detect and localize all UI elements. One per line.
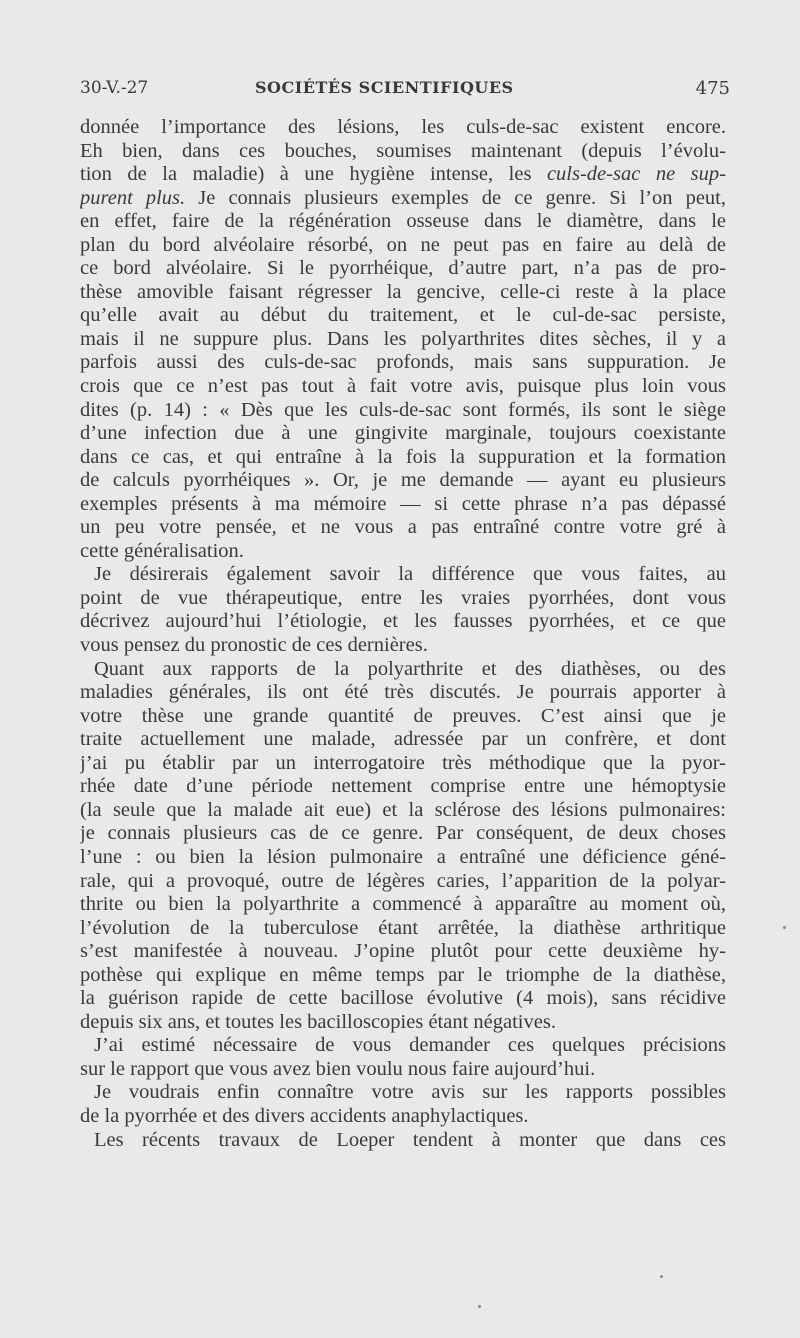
text-line: [80, 187, 726, 211]
text-segment: dites (p. 14) : « Dès que les culs-de-sac sont formés, ils sont le siège: [80, 398, 726, 421]
text-line: [80, 351, 726, 375]
paper-speck: [660, 1275, 663, 1278]
text-segment: cette généralisation.: [80, 539, 244, 562]
text-segment: un peu votre pensée, et ne vous a pas entraîné contre votre gré à: [80, 516, 726, 539]
text-segment: Eh bien, dans ces bouches, soumises maintenant (depuis l’évolu-: [80, 139, 726, 162]
text-line: [80, 422, 726, 446]
text-line: [80, 116, 726, 140]
text-line: [80, 728, 726, 752]
text-line: [80, 752, 726, 776]
text-segment: décrivez aujourd’hui l’étiologie, et les fausses pyorrhées, et ce que: [80, 610, 726, 633]
text-line: [80, 681, 726, 705]
text-segment: crois que ce n’est pas tout à fait votre avis, puisque plus loin vous: [80, 375, 726, 398]
text-segment: l’une : ou bien la lésion pulmonaire a entraîné une déficience géné-: [80, 845, 726, 868]
text-segment: donnée l’importance des lésions, les culs-de-sac existent encore.: [80, 116, 726, 138]
text-segment: rale, qui a provoqué, outre de légères caries, l’apparition de la polyar-: [80, 869, 726, 892]
text-segment: Je voudrais enfin connaître votre avis sur les rapports possibles: [94, 1081, 726, 1104]
running-header: [80, 78, 730, 106]
text-line: [80, 775, 726, 799]
text-line: [80, 516, 726, 540]
header-date: 30-V.-27: [80, 78, 149, 98]
text-line: [80, 210, 726, 234]
text-line: [80, 846, 726, 870]
text-segment: plan du bord alvéolaire résorbé, on ne peut pas en faire au delà de: [80, 233, 726, 256]
text-segment: Je désirerais également savoir la différence que vous faites, au: [94, 563, 726, 586]
text-line: [80, 163, 726, 187]
text-segment: Quant aux rapports de la polyarthrite et des diathèses, ou des: [94, 657, 726, 680]
text-line: [80, 399, 726, 423]
text-segment: thèse amovible faisant régresser la gencive, celle-ci reste à la place: [80, 280, 726, 303]
text-line: [80, 328, 726, 352]
text-line: [80, 705, 726, 729]
text-segment: thrite ou bien la polyarthrite a commencé à apparaître au moment où,: [80, 893, 726, 916]
text-segment: exemples présents à ma mémoire — si cette phrase n’a pas dépassé: [80, 492, 726, 515]
text-line: [80, 1058, 726, 1082]
text-segment: culs-de-sac ne sup-: [546, 163, 726, 186]
text-segment: votre thèse une grande quantité de preuves. C’est ainsi que je: [80, 704, 726, 727]
text-segment: j’ai pu établir par un interrogatoire très méthodique que la pyor-: [80, 751, 726, 774]
text-segment: Je connais plusieurs exemples de ce genre. Si l’on peut,: [185, 186, 726, 209]
text-segment: traite actuellement une malade, adressée par un confrère, et dont: [80, 728, 726, 751]
text-segment: en effet, faire de la régénération osseuse dans le diamètre, dans le: [80, 210, 726, 233]
page-number: 475: [695, 78, 730, 99]
text-line: [80, 634, 726, 658]
text-line: [80, 540, 726, 564]
text-line: [80, 1081, 726, 1105]
text-line: [80, 822, 726, 846]
text-segment: J’ai estimé nécessaire de vous demander ces quelques précisions: [94, 1034, 726, 1057]
body-text: [80, 116, 726, 1152]
paper-speck: [783, 926, 786, 929]
text-line: [80, 257, 726, 281]
text-segment: vous pensez du pronostic de ces dernières.: [80, 634, 428, 657]
text-line: [80, 870, 726, 894]
text-line: [80, 234, 726, 258]
text-segment: ce bord alvéolaire. Si le pyorrhéique, d’autre part, n’a pas de pro-: [80, 257, 726, 280]
text-line: [80, 446, 726, 470]
text-line: [80, 1129, 726, 1153]
paper-speck: [478, 1305, 481, 1308]
text-segment: point de vue thérapeutique, entre les vraies pyorrhées, dont vous: [80, 586, 726, 609]
text-line: [80, 304, 726, 328]
text-line: [80, 563, 726, 587]
text-line: [80, 140, 726, 164]
text-line: [80, 610, 726, 634]
text-segment: rhée date d’une période nettement comprise entre une hémoptysie: [80, 775, 726, 798]
text-segment: je connais plusieurs cas de ce genre. Par conséquent, de deux choses: [80, 822, 726, 845]
text-segment: Les récents travaux de Loeper tendent à monter que dans ces: [94, 1128, 726, 1151]
text-line: [80, 964, 726, 988]
text-line: [80, 658, 726, 682]
text-line: [80, 917, 726, 941]
text-line: [80, 799, 726, 823]
text-segment: qu’elle avait au début du traitement, et le cul-de-sac persiste,: [80, 304, 726, 327]
text-segment: l’évolution de la tuberculose étant arrêtée, la diathèse arthritique: [80, 916, 726, 939]
text-segment: sur le rapport que vous avez bien voulu nous faire aujourd’hui.: [80, 1057, 596, 1080]
text-segment: la guérison rapide de cette bacillose évolutive (4 mois), sans récidive: [80, 987, 726, 1010]
text-segment: pothèse qui explique en même temps par le triomphe de la diathèse,: [80, 963, 726, 986]
text-segment: dans ce cas, et qui entraîne à la fois la suppuration et la formation: [80, 445, 726, 468]
text-segment: (la seule que la malade ait eue) et la sclérose des lésions pulmonaires:: [80, 798, 726, 821]
text-segment: purent plus.: [80, 186, 186, 209]
text-segment: de calculs pyorrhéiques ». Or, je me demande — ayant eu plusieurs: [80, 469, 726, 492]
text-line: [80, 469, 726, 493]
text-line: [80, 281, 726, 305]
text-segment: maladies générales, ils ont été très discutés. Je pourrais apporter à: [80, 681, 726, 704]
text-line: [80, 1011, 726, 1035]
header-title: SOCIÉTÉS SCIENTIFIQUES: [255, 78, 514, 97]
text-line: [80, 893, 726, 917]
text-segment: d’une infection due à une gingivite marginale, toujours coexistante: [80, 422, 726, 445]
text-line: [80, 940, 726, 964]
text-segment: depuis six ans, et toutes les bacilloscopies étant négatives.: [80, 1010, 556, 1033]
text-line: [80, 587, 726, 611]
text-line: [80, 375, 726, 399]
text-segment: de la pyorrhée et des divers accidents anaphylactiques.: [80, 1104, 529, 1127]
text-line: [80, 1034, 726, 1058]
text-segment: parfois aussi des culs-de-sac profonds, mais sans suppuration. Je: [80, 351, 726, 374]
text-segment: s’est manifestée à nouveau. J’opine plutôt pour cette deuxième hy-: [80, 940, 726, 963]
text-segment: mais il ne suppure plus. Dans les polyarthrites dites sèches, il y a: [80, 327, 726, 350]
text-line: [80, 493, 726, 517]
text-line: [80, 987, 726, 1011]
text-line: [80, 1105, 726, 1129]
text-segment: tion de la maladie) à une hygiène intense, les: [80, 163, 547, 186]
